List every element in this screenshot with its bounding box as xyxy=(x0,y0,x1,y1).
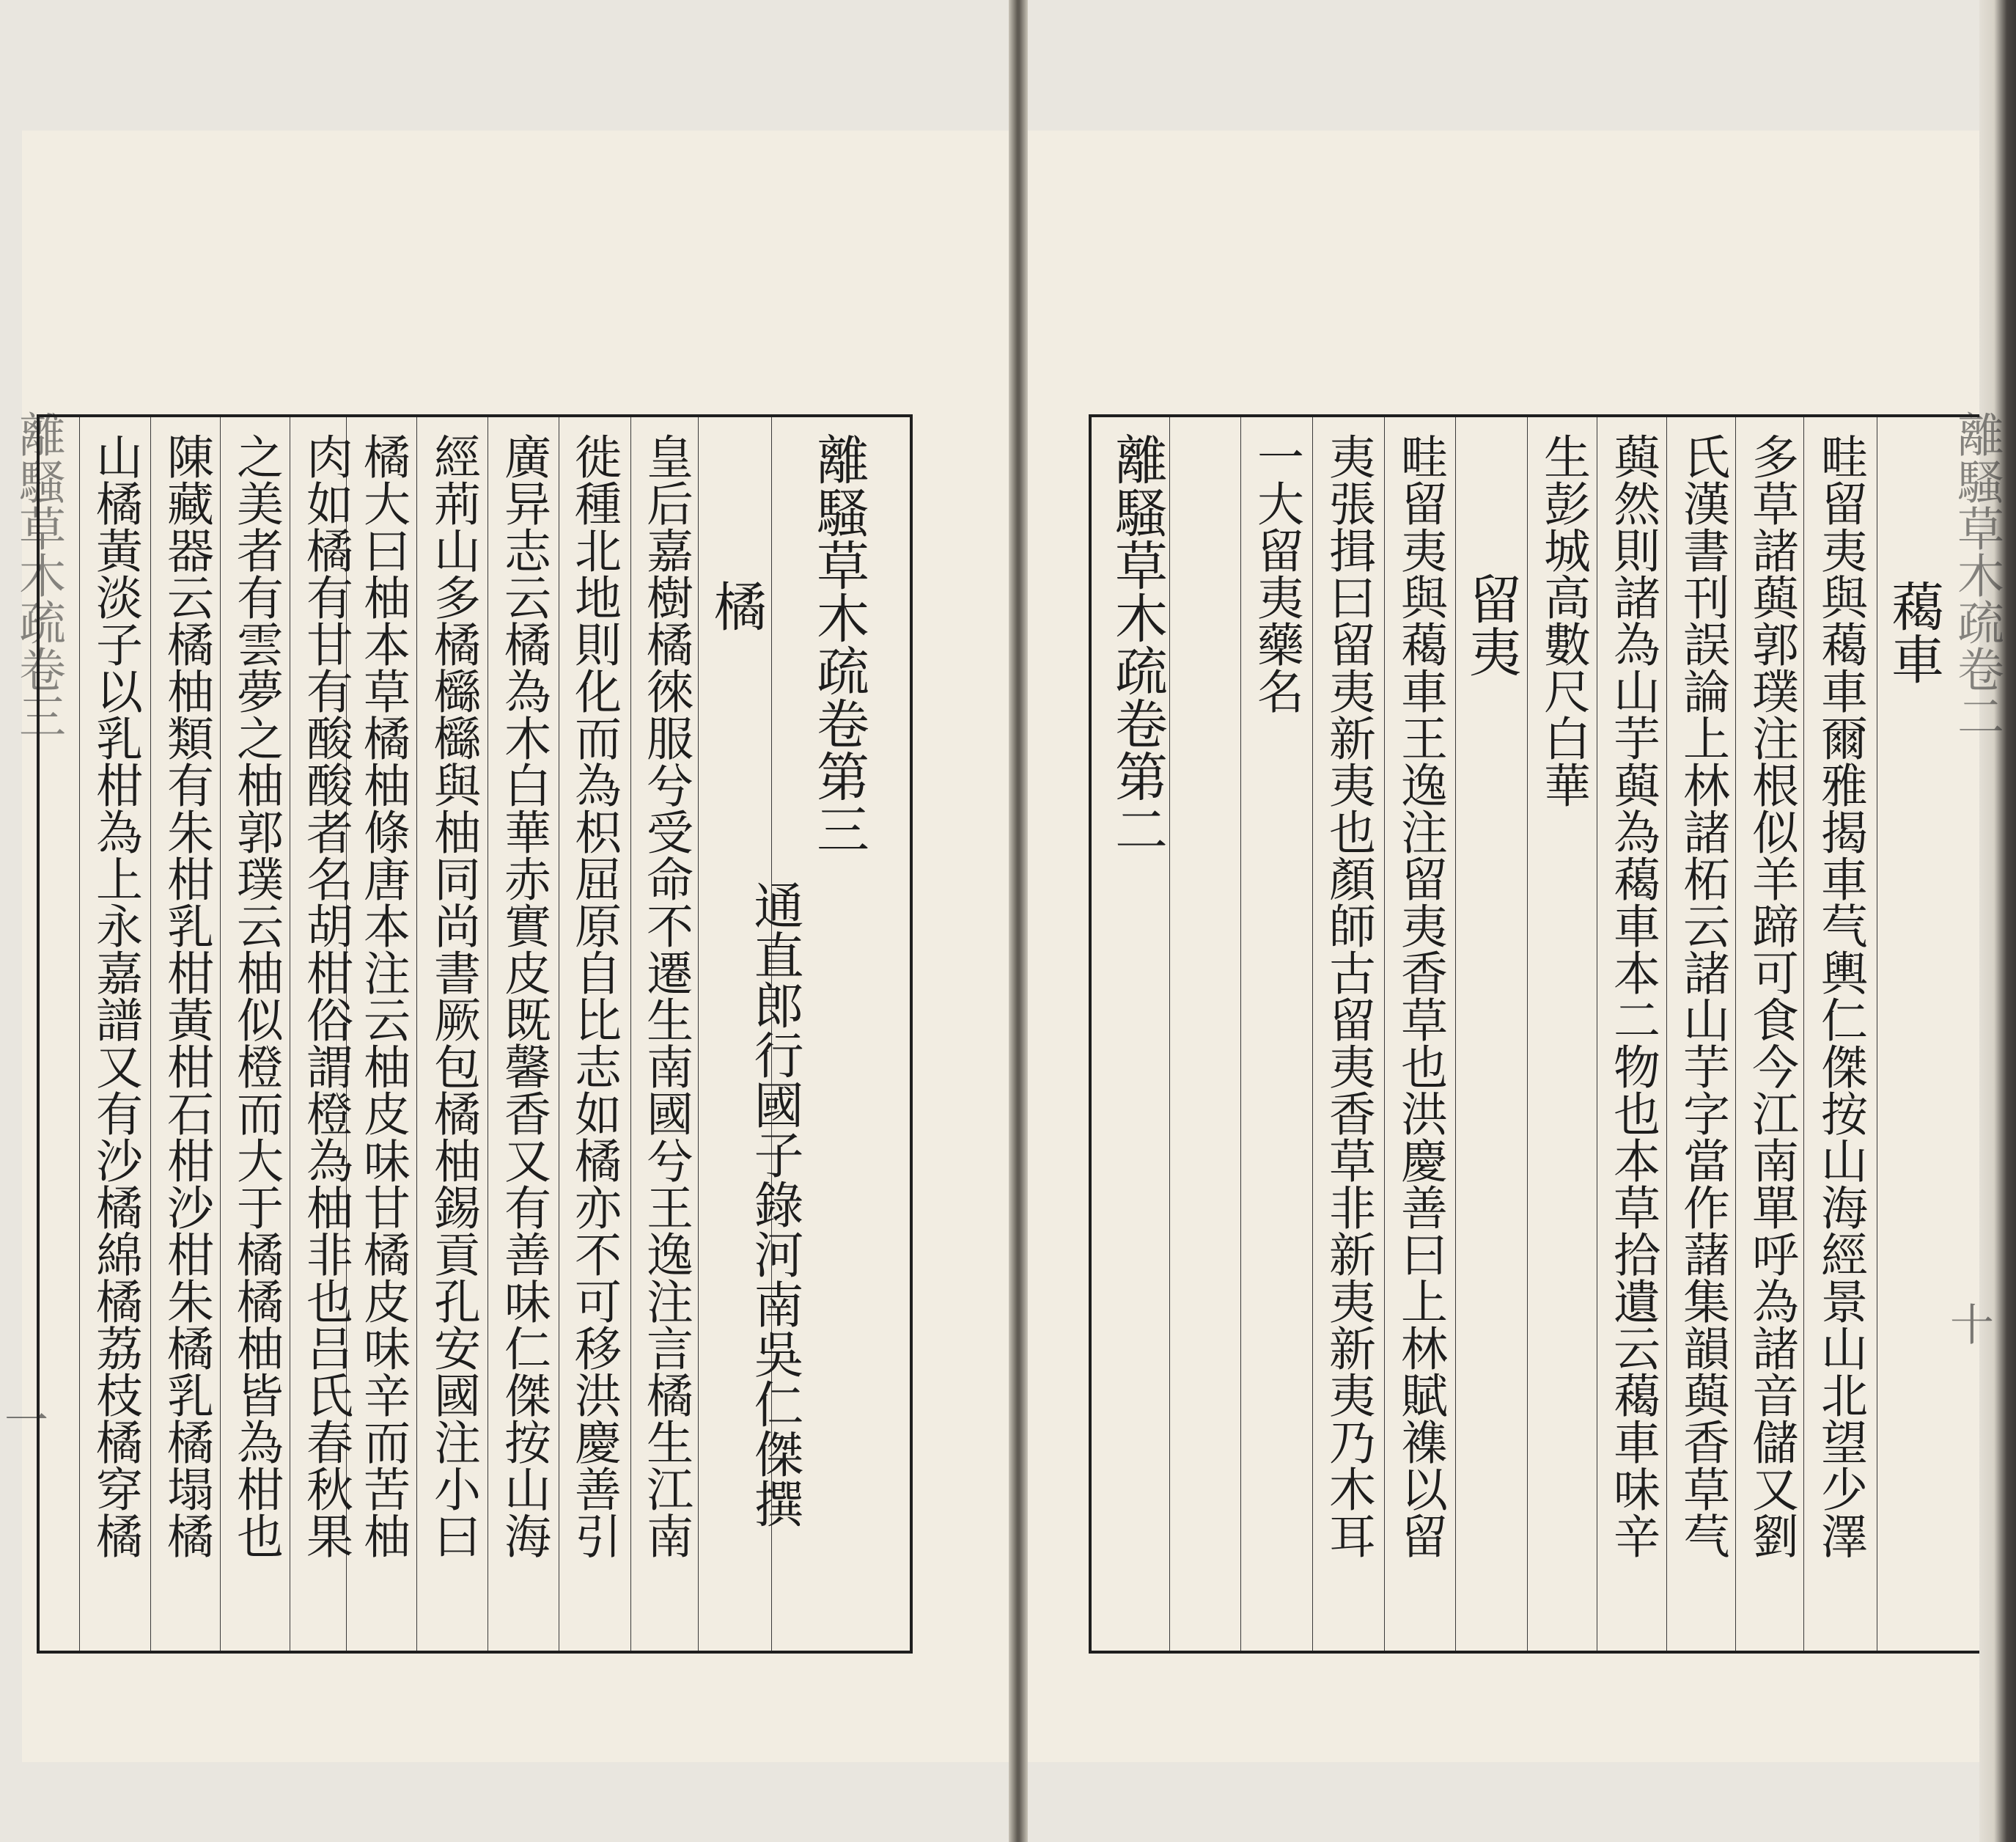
text-column: 生彭城高數尺白華 xyxy=(1536,433,1590,808)
text-column: 山橘黃淡子以乳柑為上永嘉譜又有沙橘綿橘荔枝橘穿橘 xyxy=(88,433,142,1559)
entry-heading: 藒車 xyxy=(1883,579,1944,685)
left-margin-title: 離騷草木疏卷三 xyxy=(11,411,65,739)
text-column: 畦留夷與藒車王逸注留夷香草也洪慶善曰上林賦襍以留 xyxy=(1393,433,1447,1559)
author-line: 通直郎行國子錄河南吳仁傑撰 xyxy=(746,880,803,1528)
column-rule xyxy=(1455,417,1456,1651)
text-column: 之美者有雲夢之柚郭璞云柚似橙而大于橘橘柚皆為柑也 xyxy=(229,433,283,1559)
text-column: 多草諸藇郭璞注根似羊蹄可食今江南單呼為諸音儲又劉 xyxy=(1744,433,1798,1559)
chapter-end-title: 離騷草木疏卷第二 xyxy=(1106,433,1168,855)
text-column: 藇然則諸為山芋藇為藒車本二物也本草拾遺云藒車味辛 xyxy=(1605,433,1660,1559)
text-column: 夷張揖曰留夷新夷也顏師古留夷香草非新夷新夷乃木耳 xyxy=(1321,433,1375,1559)
text-column: 陳藏器云橘柚類有朱柑乳柑黃柑石柑沙柑朱橘乳橘塌橘 xyxy=(159,433,213,1559)
column-rule xyxy=(1240,417,1241,1651)
column-rule xyxy=(1384,417,1385,1651)
column-rule xyxy=(416,417,417,1651)
right-folio: 十 xyxy=(1950,1300,1994,1351)
column-rule xyxy=(1527,417,1528,1651)
text-column: 肉如橘有甘有酸酸者名胡柑俗謂橙為柚非也吕氏春秋果 xyxy=(298,433,353,1559)
entry-heading: 留夷 xyxy=(1460,572,1522,678)
text-column: 廣异志云橘為木白華赤實皮既馨香又有善味仁傑按山海 xyxy=(496,433,551,1559)
right-margin-title: 離騷草木疏卷二 xyxy=(1949,411,2004,739)
text-column: 畦留夷與藒車爾雅揭車芞輿仁傑按山海經景山北望少澤 xyxy=(1813,433,1867,1559)
column-rule xyxy=(630,417,631,1651)
entry-heading: 橘 xyxy=(705,579,767,632)
page-edge-stack xyxy=(1979,0,2016,1842)
column-rule xyxy=(220,417,221,1651)
text-column: 皇后嘉樹橘徠服兮受命不遷生南國兮王逸注言橘生江南 xyxy=(639,433,693,1559)
text-column: 徙種北地則化而為枳屈原自比志如橘亦不可移洪慶善引 xyxy=(567,433,621,1559)
column-rule xyxy=(1666,417,1667,1651)
column-rule xyxy=(79,417,80,1651)
text-column: 一大留夷藥名 xyxy=(1249,433,1303,714)
text-column: 橘大曰柚本草橘柚條唐本注云柚皮味甘橘皮味辛而苦柚 xyxy=(356,433,410,1559)
column-rule xyxy=(1312,417,1313,1651)
text-column: 氏漢書刊誤論上林諸柘云諸山芋字當作藷集韻藇香草芞 xyxy=(1675,433,1729,1559)
column-rule xyxy=(150,417,151,1651)
text-column: 經荊山多橘櫾櫾與柚同尚書厥包橘柚錫貢孔安國注小曰 xyxy=(426,433,480,1559)
left-folio: 一 xyxy=(4,1395,48,1447)
book-gutter xyxy=(1009,0,1028,1842)
chapter-title: 離騷草木疏卷第三 xyxy=(808,433,869,855)
